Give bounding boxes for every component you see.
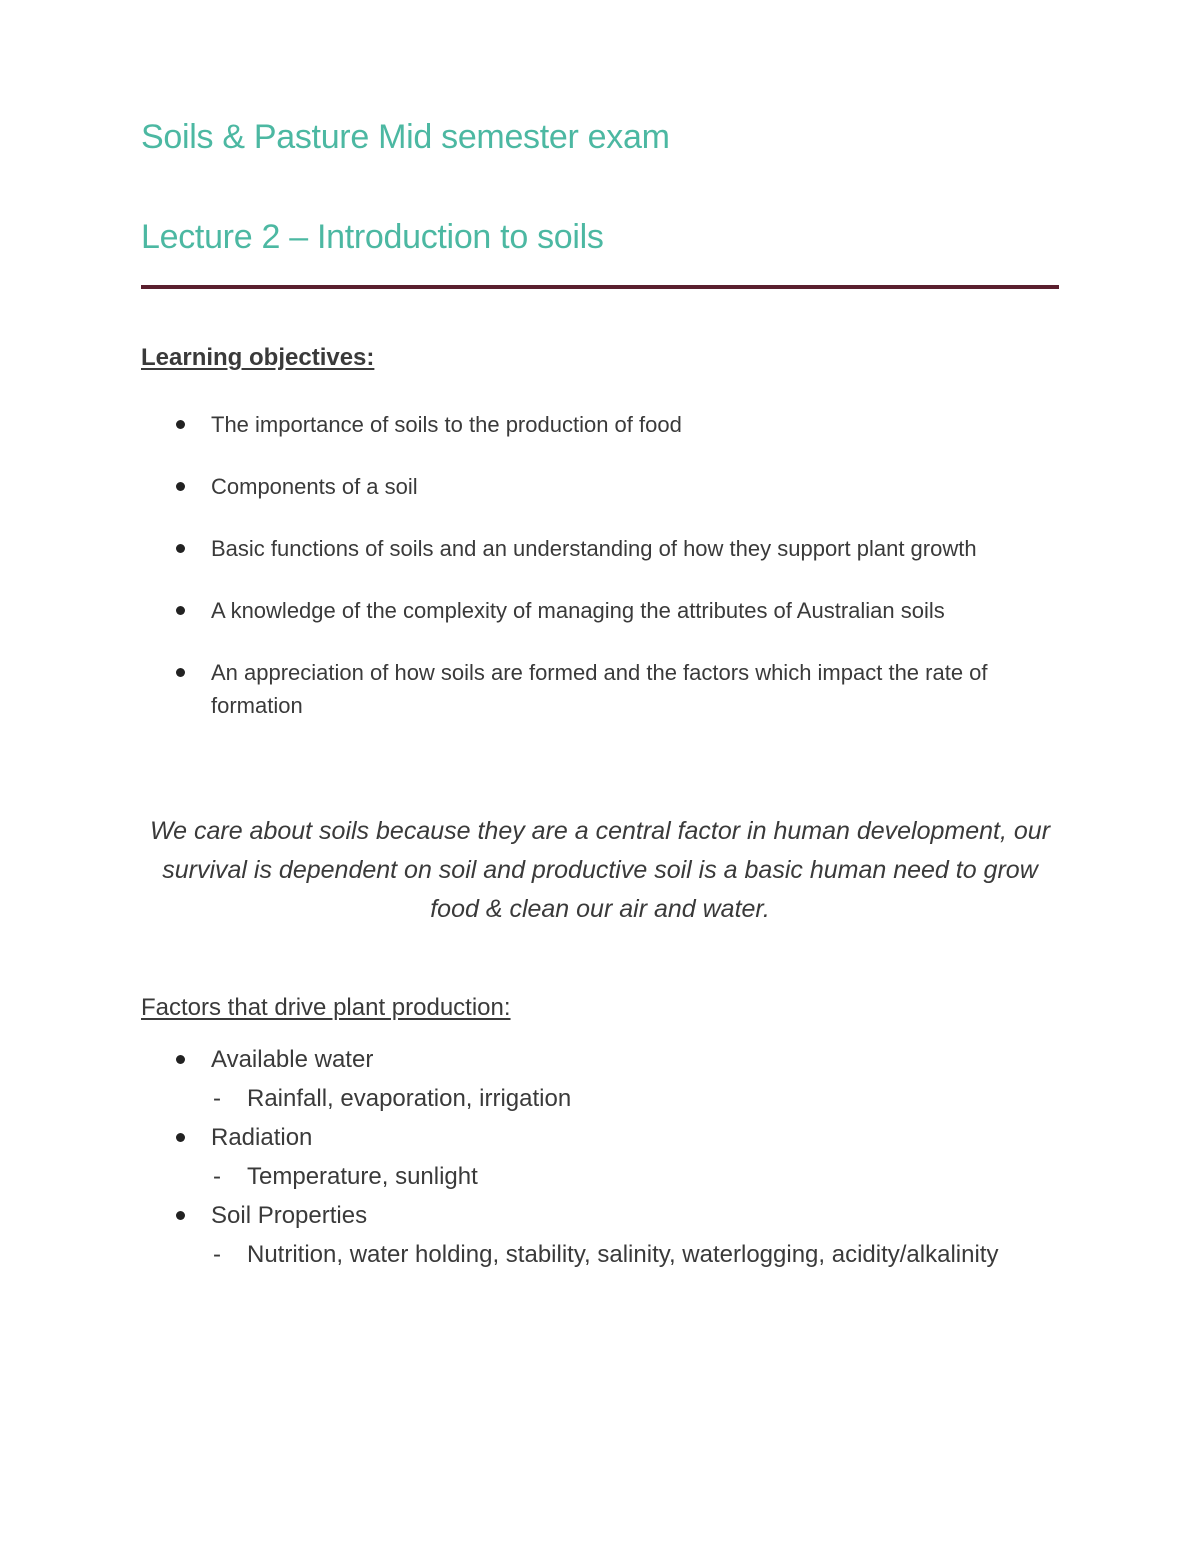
- objective-text: An appreciation of how soils are formed and the factors which impact the rate of formation: [211, 660, 988, 718]
- factors-list: [141, 1040, 1059, 1274]
- learning-objectives-list: [141, 408, 1059, 751]
- sub-list-item: [141, 1079, 1059, 1118]
- quote-paragraph: We care about soils because they are a central factor in human development, our survival is dependent on soil and productive soil is a basic human need to grow food & clean our air and water.: [149, 817, 1051, 923]
- objective-text: A knowledge of the complexity of managing the attributes of Australian soils: [211, 598, 945, 623]
- bullet-icon: [176, 544, 185, 553]
- factor-detail: Temperature, sunlight: [247, 1163, 478, 1190]
- list-item: [141, 594, 1059, 627]
- bullet-icon: [176, 420, 185, 429]
- factor-label: Radiation: [211, 1124, 313, 1151]
- lecture-title: Lecture 2 – Introduction to soils: [141, 218, 604, 256]
- factor-label: Available water: [211, 1046, 374, 1073]
- objective-text: The importance of soils to the production of food: [211, 412, 682, 437]
- list-item: [141, 1196, 1059, 1235]
- bullet-icon: [176, 606, 185, 615]
- list-item: [141, 408, 1059, 441]
- factor-detail: Rainfall, evaporation, irrigation: [247, 1085, 572, 1112]
- title-divider: [141, 285, 1059, 289]
- factor-label: Soil Properties: [211, 1202, 368, 1229]
- factor-group: [141, 1118, 1059, 1196]
- list-item: [141, 470, 1059, 503]
- dash-icon: -: [213, 1241, 221, 1268]
- bullet-icon: [176, 1133, 185, 1142]
- learning-objectives-heading: Learning objectives:: [141, 344, 375, 371]
- objective-text: Basic functions of soils and an understanding of how they support plant growth: [211, 536, 977, 561]
- factor-group: [141, 1040, 1059, 1118]
- dash-icon: -: [213, 1163, 221, 1190]
- list-item: [141, 656, 1059, 722]
- factor-detail: Nutrition, water holding, stability, salinity, waterlogging, acidity/alkalinity: [247, 1241, 999, 1268]
- sub-list-item: [141, 1157, 1059, 1196]
- list-item: [141, 532, 1059, 565]
- factors-heading: Factors that drive plant production:: [141, 994, 511, 1021]
- objective-text: Components of a soil: [211, 474, 418, 499]
- bullet-icon: [176, 668, 185, 677]
- bullet-icon: [176, 482, 185, 491]
- list-item: [141, 1040, 1059, 1079]
- dash-icon: -: [213, 1085, 221, 1112]
- factor-group: [141, 1196, 1059, 1274]
- document-title: Soils & Pasture Mid semester exam: [141, 118, 670, 156]
- sub-list-item: [141, 1235, 1059, 1274]
- list-item: [141, 1118, 1059, 1157]
- bullet-icon: [176, 1211, 185, 1220]
- bullet-icon: [176, 1055, 185, 1064]
